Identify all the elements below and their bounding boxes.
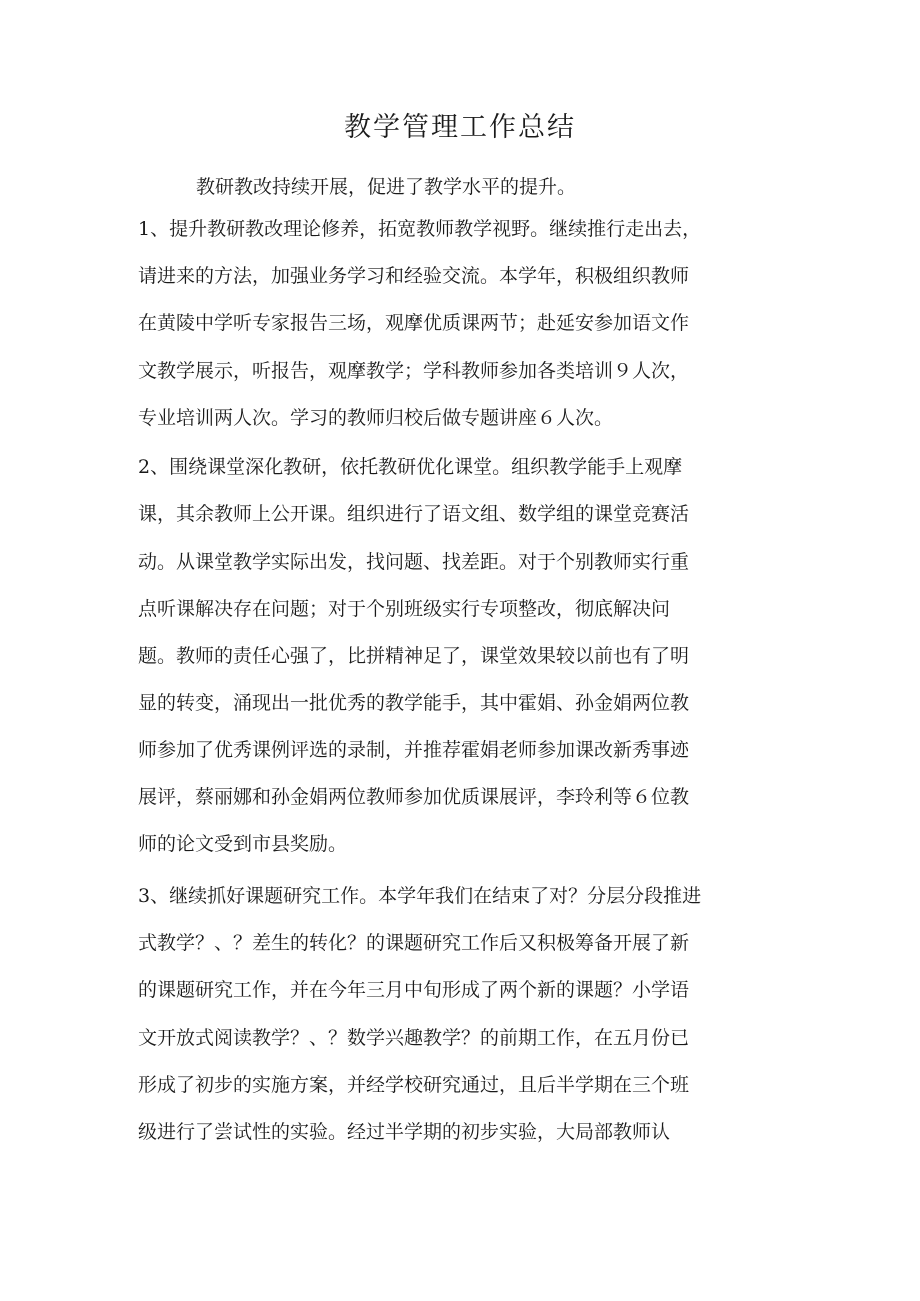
text-line: 文教学展示，听报告，观摩教学；学科教师参加各类培训９人次， (138, 360, 690, 382)
text-line: 在黄陵中学听专家报告三场，观摩优质课两节；赴延安参加语文作 (138, 312, 690, 334)
text-line: 2、围绕课堂深化教研，依托教研优化课堂。组织教学能手上观摩 (138, 456, 683, 478)
text-line: 题。教师的责任心强了，比拼精神足了，课堂效果较以前也有了明 (138, 645, 690, 667)
text-line: 式教学？、？差生的转化？的课题研究工作后又积极筹备开展了新 (138, 932, 690, 954)
text-line: 师参加了优秀课例评选的录制，并推荐霍娟老师参加课改新秀事迹 (138, 739, 690, 761)
text-line: 师的论文受到市县奖励。 (138, 833, 348, 855)
text-line: 动。从课堂教学实际出发，找问题、找差距。对于个别教师实行重 (138, 551, 690, 573)
text-line: 形成了初步的实施方案，并经学校研究通过，且后半学期在三个班 (138, 1074, 690, 1096)
text-line: 3、继续抓好课题研究工作。本学年我们在结束了对？分层分段推进 (138, 885, 702, 907)
text-line: 1、提升教研教改理论修养，拓宽教师教学视野。继续推行走出去， (138, 218, 702, 240)
text-line: 级进行了尝试性的实验。经过半学期的初步实验，大局部教师认 (138, 1121, 671, 1143)
text-line: 点听课解决存在问题；对于个别班级实行专项整改，彻底解决问 (138, 598, 671, 620)
text-line: 展评，蔡丽娜和孙金娟两位教师参加优质课展评，李玲利等６位教 (138, 786, 690, 808)
text-line: 专业培训两人次。学习的教师归校后做专题讲座６人次。 (138, 407, 614, 429)
document-title: 教学管理工作总结 (344, 112, 576, 143)
text-line: 请进来的方法，加强业务学习和经验交流。本学年，积极组织教师 (138, 265, 690, 287)
document-subtitle: 教研教改持续开展，促进了教学水平的提升。 (196, 176, 577, 198)
text-line: 的课题研究工作，并在今年三月中旬形成了两个新的课题？小学语 (138, 979, 690, 1001)
text-line: 显的转变，涌现出一批优秀的教学能手，其中霍娟、孙金娟两位教 (138, 692, 690, 714)
text-line: 文开放式阅读教学？、？数学兴趣教学？的前期工作，在五月份已 (138, 1027, 690, 1049)
text-line: 课，其余教师上公开课。组织进行了语文组、数学组的课堂竞赛活 (138, 503, 690, 525)
